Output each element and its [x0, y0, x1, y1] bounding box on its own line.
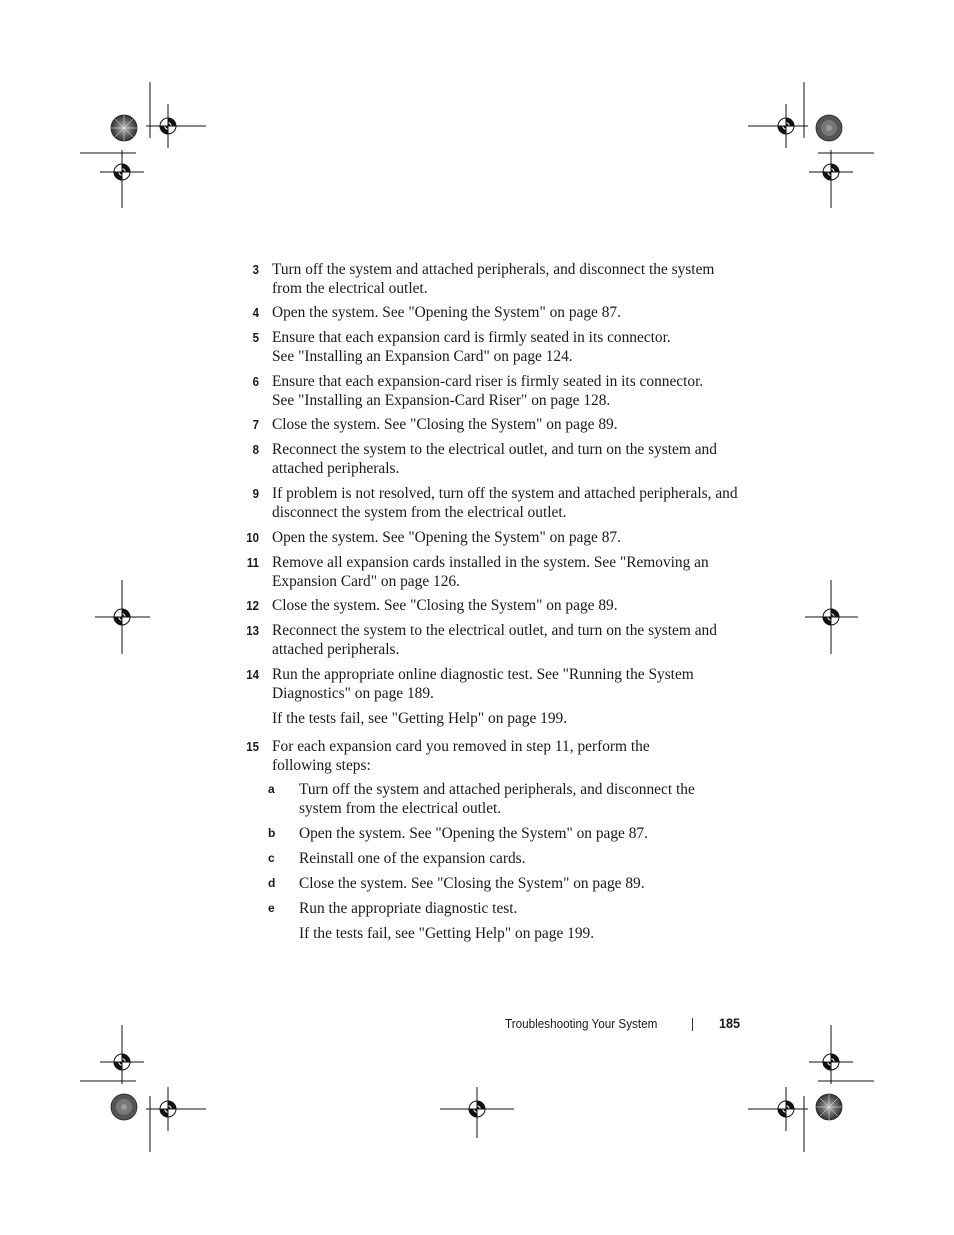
- step-text: Reconnect the system to the electrical outlet, and turn on the system and attached peripherals.: [272, 441, 717, 477]
- step-text: [272, 737, 742, 775]
- page-number: 185: [719, 1015, 741, 1031]
- substep-letter: a: [268, 782, 275, 796]
- step-number: 11: [246, 555, 259, 570]
- substep-e-note: If the tests fail, see "Getting Help" on page 199.: [299, 925, 595, 942]
- step-text: Turn off the system and attached peripherals, and disconnect the system from the electrical outlet.: [272, 261, 715, 297]
- footer-divider: [692, 1018, 693, 1031]
- substep-text: Turn off the system and attached peripherals, and disconnect the system from the electrical outlet.: [299, 781, 695, 817]
- substep-letter: d: [268, 876, 276, 890]
- step-number: 10: [246, 530, 259, 545]
- step-line: following steps:: [272, 757, 371, 774]
- rosette-mark-top-right: [816, 115, 842, 141]
- substep-text: Open the system. See "Opening the System" on page 87.: [299, 825, 648, 842]
- step-line: Ensure that each expansion card is firmly seated in its connector.: [272, 329, 671, 346]
- rosette-mark-top-left: [111, 115, 137, 141]
- rosette-mark-bottom-right: [816, 1094, 842, 1120]
- step-text: Close the system. See "Closing the System" on page 89.: [272, 597, 618, 614]
- step-number: 14: [246, 667, 259, 682]
- step-text: Run the appropriate online diagnostic test. See "Running the System Diagnostics" on page 189.: [272, 666, 694, 702]
- step-text: Open the system. See "Opening the System" on page 87.: [272, 304, 621, 321]
- cross-reference: See "Installing an Expansion Card" on page 124.: [272, 348, 573, 365]
- step-line: Ensure that each expansion-card riser is firmly seated in its connector.: [272, 373, 704, 390]
- step-number: 5: [252, 330, 259, 345]
- step-line: For each expansion card you removed in step 11, perform the: [272, 738, 650, 755]
- step-text: Close the system. See "Closing the System" on page 89.: [272, 416, 618, 433]
- footer-section-title: Troubleshooting Your System: [505, 1016, 658, 1031]
- step-text: Reconnect the system to the electrical outlet, and turn on the system and attached peripherals.: [272, 622, 717, 658]
- step-number: 8: [252, 442, 259, 457]
- step-number: 7: [252, 417, 259, 432]
- step-number: 6: [252, 374, 259, 389]
- substep-letter: e: [268, 901, 275, 915]
- step-number: 15: [246, 739, 259, 754]
- substep-letter: c: [268, 851, 275, 865]
- step-number: 9: [252, 486, 259, 501]
- substep-text: Run the appropriate diagnostic test.: [299, 900, 518, 917]
- step-number: 12: [246, 598, 259, 613]
- substep-text: Close the system. See "Closing the System" on page 89.: [299, 875, 645, 892]
- step-text: Open the system. See "Opening the System" on page 87.: [272, 529, 621, 546]
- rosette-mark-bottom-left: [111, 1094, 137, 1120]
- step-text: If problem is not resolved, turn off the system and attached peripherals, and disconnect the system from the electrical outlet.: [272, 485, 738, 521]
- cross-reference: See "Installing an Expansion-Card Riser" on page 128.: [272, 392, 611, 409]
- substep-text: Reinstall one of the expansion cards.: [299, 850, 526, 867]
- substep-letter: b: [268, 826, 276, 840]
- step-number: 3: [252, 262, 259, 277]
- step-text: Remove all expansion cards installed in the system. See "Removing an Expansion Card" on page 126.: [272, 554, 709, 590]
- step-text: [272, 328, 742, 366]
- step-number: 4: [252, 305, 259, 320]
- step-text: [272, 372, 742, 410]
- step-number: 13: [246, 623, 259, 638]
- step-14-note: If the tests fail, see "Getting Help" on page 199.: [272, 710, 568, 727]
